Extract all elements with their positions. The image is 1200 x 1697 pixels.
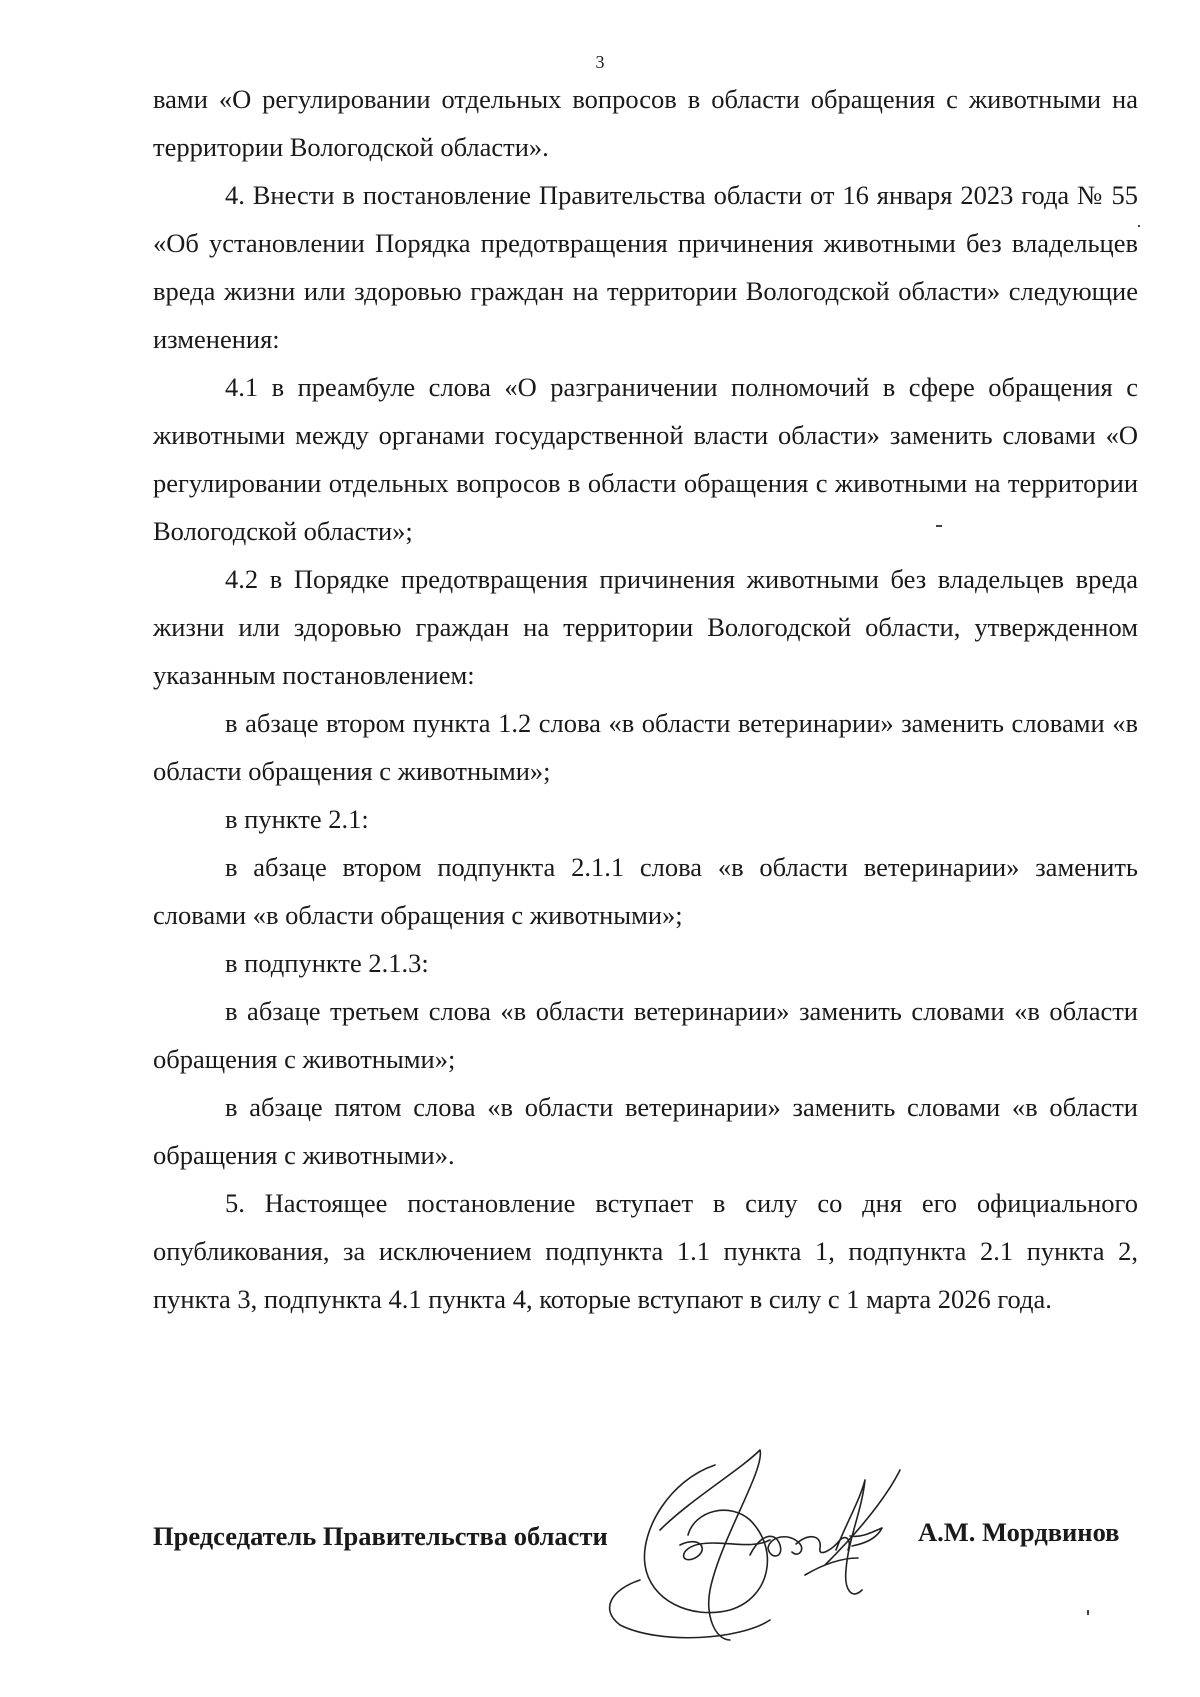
paragraph-clause-1-2: в абзаце втором пункта 1.2 слова «в области ветеринарии» заменить словами «в области обращения с животными»;: [153, 708, 1138, 786]
paragraph-clause-fifth-abzac: в абзаце пятом слова «в области ветеринарии» заменить словами «в области обращения с животными».: [153, 1092, 1138, 1170]
scan-artifact: [1138, 225, 1140, 227]
handwritten-signature-icon: [600, 1440, 940, 1650]
paragraph-clause-third-abzac: в абзаце третьем слова «в области ветеринарии» заменить словами «в области обращения с животными»;: [153, 996, 1138, 1074]
paragraph-clause-2-1-1: в абзаце втором подпункта 2.1.1 слова «в области ветеринарии» заменить словами «в области обращения с животными»;: [153, 852, 1138, 930]
document-body: [153, 75, 1138, 1323]
signatory-position: Председатель Правительства области: [153, 1521, 608, 1551]
paragraph-clause-2-1: в пункте 2.1:: [225, 804, 369, 834]
paragraph-item-5: 5. Настоящее постановление вступает в силу со дня его официального опубликования, за исключением подпункта 1.1 пункта 1, подпункта 2.1 пункта 2, пункта 3, подпункта 4.1 пункта 4, которые вступают в силу с 1 марта 2026 года.: [153, 1188, 1138, 1314]
signature-block: [0, 1440, 1200, 1660]
paragraph-item-4-1: 4.1 в преамбуле слова «О разграничении полномочий в сфере обращения с животными между органами государственной власти области» заменить словами «О регулировании отдельных вопросов в области обращения с животными на территории Вологодской области»;: [153, 372, 1138, 546]
paragraph-item-4-2: 4.2 в Порядке предотвращения причинения животными без владельцев вреда жизни или здоровью граждан на территории Вологодской области, утвержденном указанным постановлением:: [153, 564, 1138, 690]
paragraph-item-4: 4. Внести в постановление Правительства области от 16 января 2023 года № 55 «Об установлении Порядка предотвращения причинения животными без владельцев вреда жизни или здоровью граждан на территории Вологодской области» следующие изменения:: [153, 180, 1138, 354]
paragraph-continuation: вами «О регулировании отдельных вопросов в области обращения с животными на территории Вологодской области».: [153, 84, 1138, 162]
scan-artifact: [936, 525, 942, 527]
paragraph-clause-2-1-3: в подпункте 2.1.3:: [225, 948, 429, 978]
signatory-name: А.М. Мордвинов: [918, 1517, 1120, 1547]
scan-artifact: [1087, 1610, 1089, 1615]
page-number: 3: [595, 52, 605, 72]
